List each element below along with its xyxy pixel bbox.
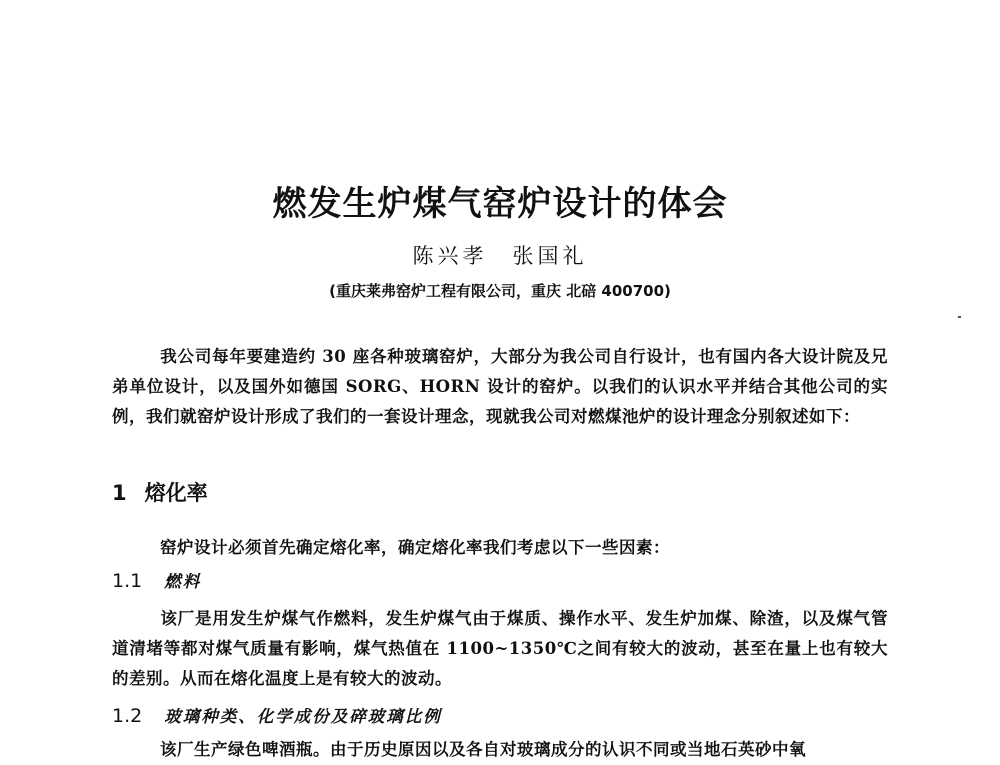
- section-1-title: 熔化率: [144, 481, 208, 505]
- section-1-1-text: 该厂是用发生炉煤气作燃料，发生炉煤气由于煤质、操作水平、发生炉加煤、除渣，以及煤气管道清堵等都对煤气质量有影响，煤气热值在 1100~1350℃之间有较大的波动，甚至在量上也有较大的差别。从而在熔化温度上是有较大的波动。: [112, 609, 888, 688]
- intro-text: 我公司每年要建造约 30 座各种玻璃窑炉，大部分为我公司自行设计，也有国内各大设计院及兄弟单位设计，以及国外如德国 SORG、HORN 设计的窑炉。以我们的认识水平并结合其他公司的实例，我们就窑炉设计形成了我们的一套设计理念，现就我公司对燃煤池炉的设计理念分别叙述如下：: [112, 347, 888, 426]
- section-1-1-title: 燃料: [164, 572, 202, 591]
- section-1-2-heading: [112, 703, 442, 727]
- section-1-2-text: 该厂生产绿色啤酒瓶。由于历史原因以及各自对玻璃成分的认识不同或当地石英砂中氧: [160, 740, 806, 759]
- margin-mark: [958, 316, 961, 318]
- intro-paragraph: [112, 342, 888, 432]
- author-names: 陈兴孝 张国礼: [412, 244, 588, 268]
- section-1-2-number: 1.2: [112, 705, 143, 727]
- section-1-paragraph: [112, 533, 888, 563]
- author-affiliation: (重庆莱弗窑炉工程有限公司，重庆 北碚 400700): [329, 282, 671, 300]
- section-1-text: 窑炉设计必须首先确定熔化率，确定熔化率我们考虑以下一些因素：: [160, 538, 670, 557]
- section-1-1-number: 1.1: [112, 570, 143, 592]
- section-1-number: 1: [112, 481, 127, 505]
- section-1-2-paragraph: [112, 735, 888, 765]
- section-1-2-title: 玻璃种类、化学成份及碎玻璃比例: [164, 707, 442, 726]
- section-1-heading: [112, 477, 208, 507]
- section-1-1-heading: [112, 568, 201, 592]
- section-1-1-paragraph: [112, 604, 888, 694]
- paper-title: 燃发生炉煤气窑炉设计的体会: [272, 184, 728, 224]
